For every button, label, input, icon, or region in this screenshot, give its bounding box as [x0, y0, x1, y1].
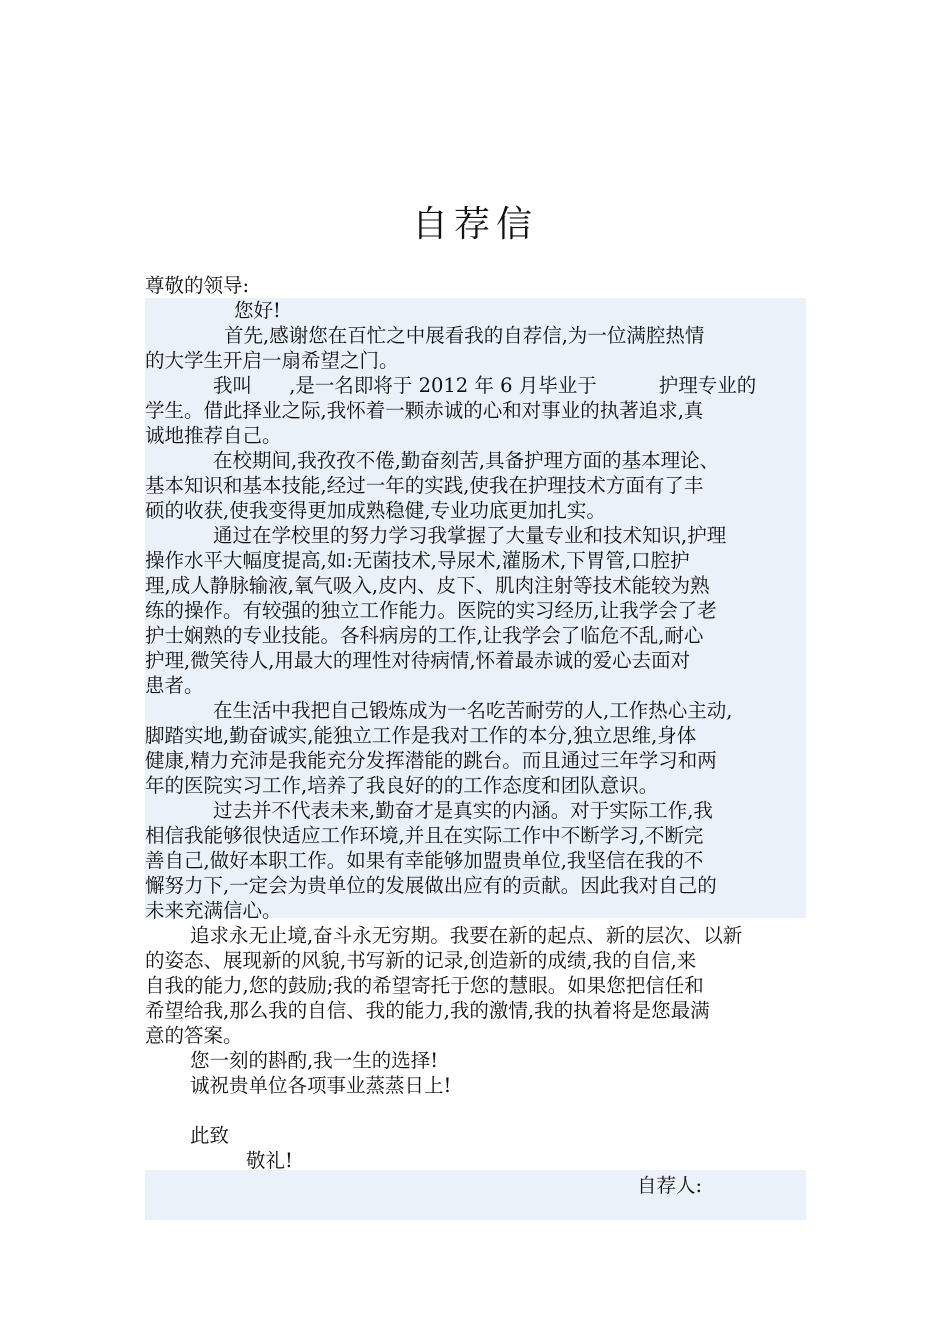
paragraph-4-line: 练的操作。有较强的独立工作能力。医院的实习经历,让我学会了老: [145, 599, 717, 622]
paragraph-7-line: 意的答案。: [145, 1024, 243, 1047]
paragraph-5-line: 在生活中我把自己锻炼成为一名吃苦耐劳的人,工作热心主动,: [213, 699, 733, 722]
paragraph-3-line: 在校期间,我孜孜不倦,勤奋刻苦,具备护理方面的基本理论、: [213, 449, 720, 472]
paragraph-4-line: 操作水平大幅度提高,如:无菌技术,导尿术,灌肠术,下胃管,口腔护: [145, 549, 690, 572]
paragraph-7-line: 希望给我,那么我的自信、我的能力,我的激情,我的执着将是您最满: [145, 999, 710, 1022]
greeting: 您好!: [234, 299, 281, 322]
paragraph-7-line: 的姿态、展现新的风貌,书写新的记录,创造新的成绩,我的自信,来: [145, 949, 697, 972]
paragraph-2-line: 诚地推荐自己。: [145, 424, 282, 447]
paragraph-4-line: 护士娴熟的专业技能。各科病房的工作,让我学会了临危不乱,耐心: [145, 624, 704, 647]
paragraph-1-line: 首先,感谢您在百忙之中展看我的自荐信,为一位满腔热情: [224, 324, 705, 347]
page-title: 自荐信: [411, 204, 538, 245]
paragraph-4-line: 理,成人静脉输液,氧气吸入,皮内、皮下、肌肉注射等技术能较为熟: [145, 574, 710, 597]
signature-label: 自荐人:: [637, 1174, 703, 1197]
highlight-band-signature: [145, 1170, 806, 1220]
salutation: 尊敬的领导:: [145, 274, 250, 297]
paragraph-2-line: 我叫 ,是一名即将于 2012 年 6 月毕业于 护理专业的: [213, 374, 757, 397]
paragraph-6-line: 相信我能够很快适应工作环境,并且在实际工作中不断学习,不断完: [145, 824, 704, 847]
closing-line: 您一刻的斟酌,我一生的选择!: [190, 1049, 439, 1072]
paragraph-4-line: 患者。: [145, 674, 204, 697]
paragraph-2-line: 学生。借此择业之际,我怀着一颗赤诚的心和对事业的执著追求,真: [145, 399, 704, 422]
paragraph-6-line: 善自己,做好本职工作。如果有幸能够加盟贵单位,我坚信在我的不: [145, 849, 704, 872]
paragraph-3-line: 基本知识和基本技能,经过一年的实践,使我在护理技术方面有了丰: [145, 474, 704, 497]
paragraph-5-line: 年的医院实习工作,培养了我良好的的工作态度和团队意识。: [145, 774, 659, 797]
cizhi: 此致: [190, 1124, 230, 1147]
paragraph-7-line: 追求永无止境,奋斗永无穷期。我要在新的起点、新的层次、以新: [190, 924, 743, 947]
paragraph-5-line: 健康,精力充沛是我能充分发挥潜能的跳台。而且通过三年学习和两: [145, 749, 717, 772]
paragraph-6-line: 未来充满信心。: [145, 899, 282, 922]
paragraph-7-line: 自我的能力,您的鼓励;我的希望寄托于您的慧眼。如果您把信任和: [145, 974, 704, 997]
paragraph-5-line: 脚踏实地,勤奋诚实,能独立工作是我对工作的本分,独立思维,身体: [145, 724, 697, 747]
paragraph-6-line: 过去并不代表未来,勤奋才是真实的内涵。对于实际工作,我: [213, 799, 713, 822]
jingli: 敬礼!: [246, 1149, 293, 1172]
paragraph-3-line: 硕的收获,使我变得更加成熟稳健,专业功底更加扎实。: [145, 499, 606, 522]
paragraph-4-line: 护理,微笑待人,用最大的理性对待病情,怀着最赤诚的爱心去面对: [145, 649, 691, 672]
closing-line: 诚祝贵单位各项事业蒸蒸日上!: [190, 1074, 452, 1097]
paragraph-4-line: 通过在学校里的努力学习我掌握了大量专业和技术知识,护理: [213, 524, 727, 547]
paragraph-6-line: 懈努力下,一定会为贵单位的发展做出应有的贡献。因此我对自己的: [145, 874, 717, 897]
paragraph-1-line: 的大学生开启一扇希望之门。: [145, 349, 399, 372]
